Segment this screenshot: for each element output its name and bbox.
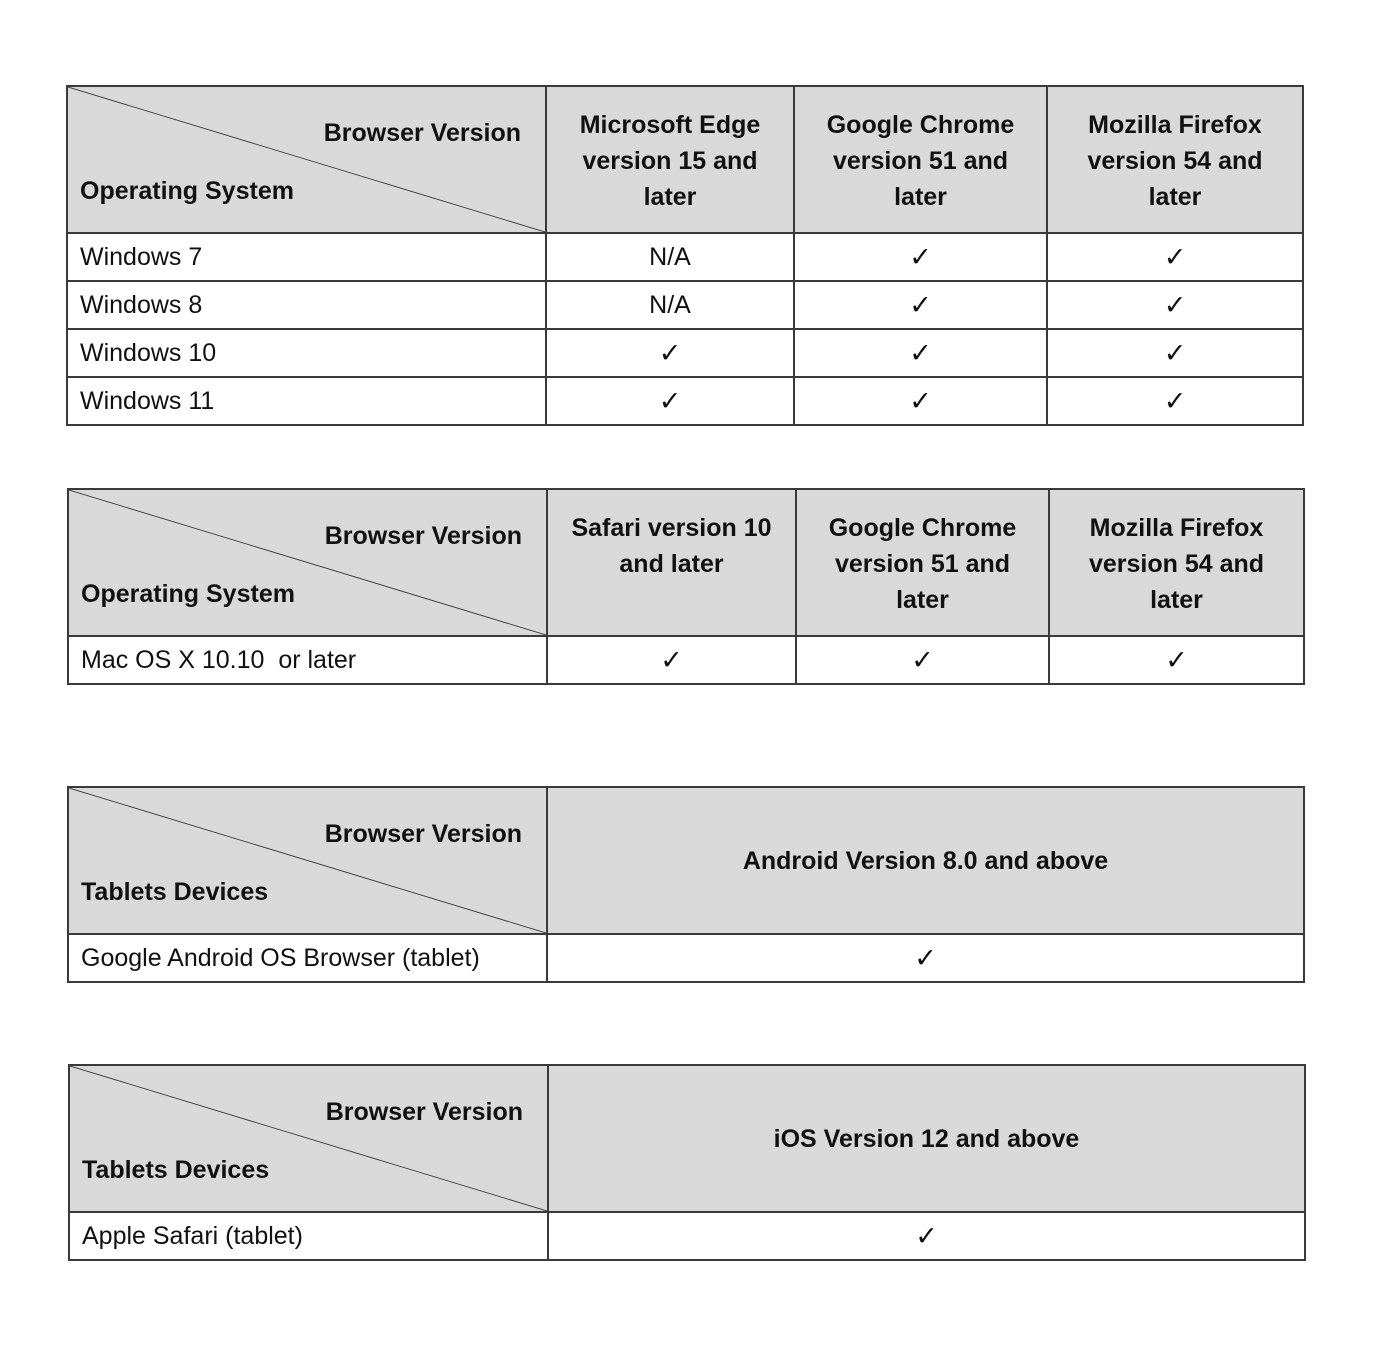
column-header-label: iOS Version 12 and above (773, 1124, 1080, 1153)
column-header-label: Google Chrome version 51 and later (828, 514, 1017, 614)
row-label: Apple Safari (tablet) (69, 1212, 548, 1260)
check-icon: ✓ (547, 934, 1304, 982)
check-icon: ✓ (794, 377, 1047, 425)
support-cell: N/A (546, 281, 794, 329)
corner-cell (68, 489, 547, 636)
column-header-label: Android Version 8.0 and above (742, 846, 1109, 875)
check-icon: ✓ (1047, 281, 1303, 329)
column-header-label: Mozilla Firefox version 54 and later (1088, 514, 1265, 614)
table-row (69, 1212, 1305, 1260)
check-icon: ✓ (548, 1212, 1305, 1260)
corner-cell (69, 1065, 548, 1212)
corner-bottom-label: Tablets Devices (82, 1156, 270, 1184)
header-row (68, 489, 1304, 636)
check-icon: ✓ (794, 233, 1047, 281)
table-row (67, 329, 1303, 377)
column-header (547, 787, 1304, 934)
check-icon: ✓ (794, 329, 1047, 377)
diagonal-divider (70, 1066, 547, 1211)
check-icon: ✓ (546, 377, 794, 425)
corner-top-label: Browser Version (324, 522, 522, 550)
check-icon: ✓ (546, 329, 794, 377)
row-label: Google Android OS Browser (tablet) (68, 934, 547, 982)
column-header-label: Microsoft Edge version 15 and later (579, 111, 761, 211)
table-row (67, 377, 1303, 425)
check-icon: ✓ (547, 636, 796, 684)
android-tablet-compat-table (67, 786, 1305, 983)
table-row (67, 281, 1303, 329)
column-header-label: Google Chrome version 51 and later (826, 111, 1015, 211)
table-row (67, 233, 1303, 281)
row-label: Windows 11 (67, 377, 546, 425)
diagonal-divider (69, 490, 546, 635)
column-header (547, 489, 796, 636)
column-header (548, 1065, 1305, 1212)
corner-cell (67, 86, 546, 233)
column-header (1047, 86, 1303, 233)
table-row (68, 934, 1304, 982)
header-row (68, 787, 1304, 934)
check-icon: ✓ (1049, 636, 1304, 684)
column-header (794, 86, 1047, 233)
check-icon: ✓ (794, 281, 1047, 329)
corner-top-label: Browser Version (325, 1098, 523, 1126)
windows-compat-table (66, 85, 1304, 426)
corner-cell (68, 787, 547, 934)
header-row (67, 86, 1303, 233)
column-header (796, 489, 1049, 636)
column-header-label: Mozilla Firefox version 54 and later (1087, 111, 1263, 211)
diagonal-divider (68, 87, 545, 232)
corner-top-label: Browser Version (323, 119, 521, 147)
diagonal-divider (69, 788, 546, 933)
corner-bottom-label: Operating System (81, 580, 295, 608)
column-header (546, 86, 794, 233)
check-icon: ✓ (1047, 329, 1303, 377)
support-cell: N/A (546, 233, 794, 281)
check-icon: ✓ (1047, 377, 1303, 425)
row-label: Mac OS X 10.10 or later (68, 636, 547, 684)
row-label: Windows 10 (67, 329, 546, 377)
column-header (1049, 489, 1304, 636)
table-row (68, 636, 1304, 684)
check-icon: ✓ (1047, 233, 1303, 281)
row-label: Windows 7 (67, 233, 546, 281)
corner-bottom-label: Operating System (80, 177, 294, 205)
check-icon: ✓ (796, 636, 1049, 684)
mac-compat-table (67, 488, 1305, 685)
ios-tablet-compat-table (68, 1064, 1306, 1261)
column-header-label: Safari version 10 and later (571, 514, 772, 578)
corner-top-label: Browser Version (324, 820, 522, 848)
corner-bottom-label: Tablets Devices (81, 878, 269, 906)
row-label: Windows 8 (67, 281, 546, 329)
header-row (69, 1065, 1305, 1212)
